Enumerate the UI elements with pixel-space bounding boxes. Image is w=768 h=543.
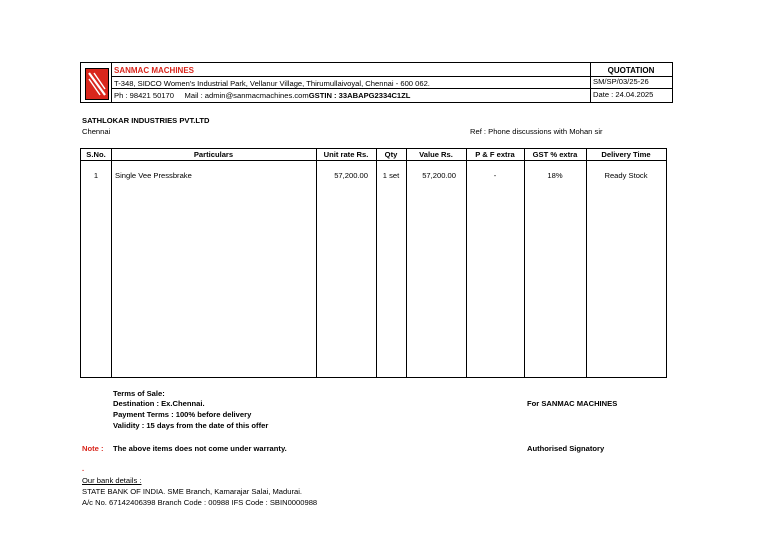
col-header-value: Value Rs. [419,150,453,159]
col-header-particulars: Particulars [193,150,234,159]
bank-line1: STATE BANK OF INDIA. SME Branch, Kamarajar Salai, Madurai. [82,487,303,496]
col-header-qty: Qty [384,150,398,159]
cell-qty: 1 set [382,171,400,180]
terms-payment-text: Payment Terms : 100% before delivery [113,410,252,419]
terms-heading: Terms of Sale: [113,389,165,398]
note-label: Note : [82,444,104,453]
items-table [80,148,667,378]
col-divider [316,149,317,377]
for-company: For SANMAC MACHINES [527,399,618,408]
header-rule [111,76,590,77]
bank-line2: A/c No. 67142406398 Branch Code : 00988 IFS Code : SBIN0000988 [82,498,318,507]
terms-validity [113,421,268,430]
col-divider [406,149,407,377]
customer-reference: Ref : Phone discussions with Mohan sir [470,127,603,136]
terms-payment [113,410,251,419]
terms-validity-text: Validity : 15 days from the date of this offer [113,421,269,430]
col-divider [524,149,525,377]
quotation-ref-no: SM/SP/03/25-26 [593,77,649,86]
company-contact [114,91,410,100]
cell-particulars: Single Vee Pressbrake [115,171,192,180]
company-name: SANMAC MACHINES [114,66,194,75]
col-header-pf: P & F extra [475,150,515,159]
col-header-gst: GST % extra [532,150,578,159]
col-divider [466,149,467,377]
company-phone: Ph : 98421 50170 [114,91,174,100]
quotation-date: Date : 24.04.2025 [593,90,654,99]
quotation-title: QUOTATION [607,66,655,75]
cell-pf: - [493,171,497,180]
table-header-rule [81,160,666,161]
cell-unit-rate: 57,200.00 [334,171,368,180]
bank-heading: Our bank details : [82,476,142,485]
letterhead [80,62,673,103]
header-rule [111,88,590,89]
authorised-signatory: Authorised Signatory [527,444,605,453]
customer-city: Chennai [82,127,111,136]
terms-destination: Destination : Ex.Chennai. [113,399,205,408]
cell-gst: 18% [547,171,563,180]
sanmac-logo-icon [85,68,109,100]
cell-delivery: Ready Stock [604,171,648,180]
company-address: T-348, SIDCO Women's Industrial Park, Vellanur Village, Thirumullaivoyal, Chennai - 600 062. [114,79,430,88]
note-text: The above items does not come under warranty. [113,444,287,453]
company-mail: Mail : admin@sanmacmachines.com [184,91,309,100]
col-divider [111,149,112,377]
bank-dot: . [82,464,85,473]
cell-sno: 1 [93,171,99,180]
col-header-delivery: Delivery Time [601,150,651,159]
cell-value: 57,200.00 [422,171,456,180]
col-divider [376,149,377,377]
col-divider [586,149,587,377]
company-gstin: GSTIN : 33ABAPG2334C1ZL [308,91,411,100]
customer-name: SATHLOKAR INDUSTRIES PVT.LTD [82,116,210,125]
quotation-rule [590,88,672,89]
col-header-sno: S.No. [86,150,106,159]
logo-divider [111,63,112,102]
col-header-unit-rate: Unit rate Rs. [323,150,369,159]
